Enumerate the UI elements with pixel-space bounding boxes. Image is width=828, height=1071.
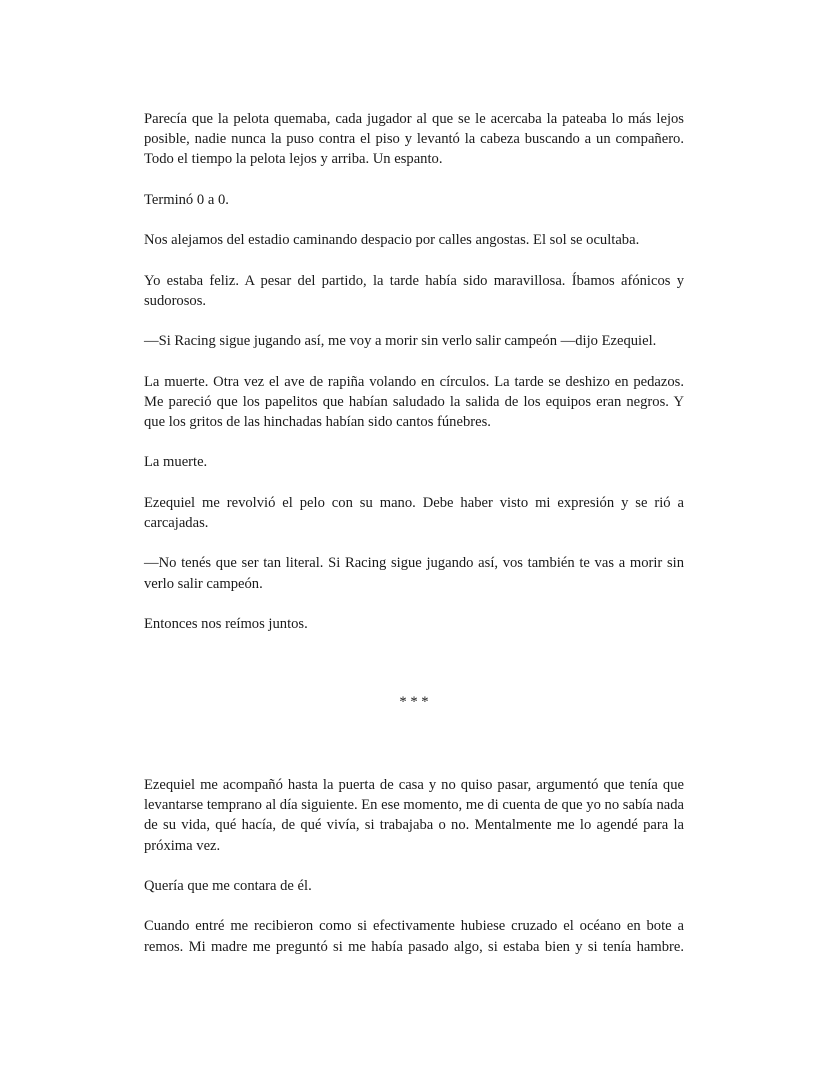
paragraph: —Si Racing sigue jugando así, me voy a morir sin verlo salir campeón —dijo Ezequiel. bbox=[144, 333, 657, 350]
text-section-1 bbox=[144, 109, 684, 654]
paragraph: Terminó 0 a 0. bbox=[144, 191, 229, 208]
paragraph: La muerte. Otra vez el ave de rapiña volando en círculos. La tarde se deshizo en pedazos. Me pareció que los papelitos que habían saludado la salida de los equipos eran negros. Y que los gritos de las hinchadas habían sido cantos fúnebres. bbox=[144, 373, 684, 430]
section-separator: * * * bbox=[399, 694, 429, 710]
paragraph: —No tenés que ser tan literal. Si Racing sigue jugando así, vos también te vas a morir sin verlo salir campeón. bbox=[144, 555, 684, 592]
paragraph: Ezequiel me revolvió el pelo con su mano. Debe haber visto mi expresión y se rió a carcajadas. bbox=[144, 494, 684, 531]
paragraph: Yo estaba feliz. A pesar del partido, la tarde había sido maravillosa. Íbamos afónicos y sudorosos. bbox=[144, 272, 684, 309]
paragraph: Parecía que la pelota quemaba, cada jugador al que se le acercaba la pateaba lo más lejos posible, nadie nunca la puso contra el piso y levantó la cabeza buscando a un compañero. Todo el tiempo la pelota lejos y arriba. Un espanto. bbox=[144, 111, 684, 168]
text-section-2 bbox=[144, 775, 684, 977]
paragraph: Quería que me contara de él. bbox=[144, 878, 312, 894]
paragraph: La muerte. bbox=[144, 454, 208, 471]
paragraph: Entonces nos reímos juntos. bbox=[144, 615, 308, 632]
paragraph: Nos alejamos del estadio caminando despacio por calles angostas. El sol se ocultaba. bbox=[144, 232, 640, 249]
paragraph: Ezequiel me acompañó hasta la puerta de casa y no quiso pasar, argumentó que tenía que levantarse temprano al día siguiente. En ese momento, me di cuenta de que yo no sabía nada de su vida, qué hacía, de qué vivía, si trabajaba o no. Mentalmente me lo agendé para la próxima vez. bbox=[144, 777, 684, 854]
paragraph: Cuando entré me recibieron como si efectivamente hubiese cruzado el océano en bote a remos. Mi madre me preguntó si me había pasado algo, si estaba bien y si tenía hambre. bbox=[144, 918, 684, 955]
